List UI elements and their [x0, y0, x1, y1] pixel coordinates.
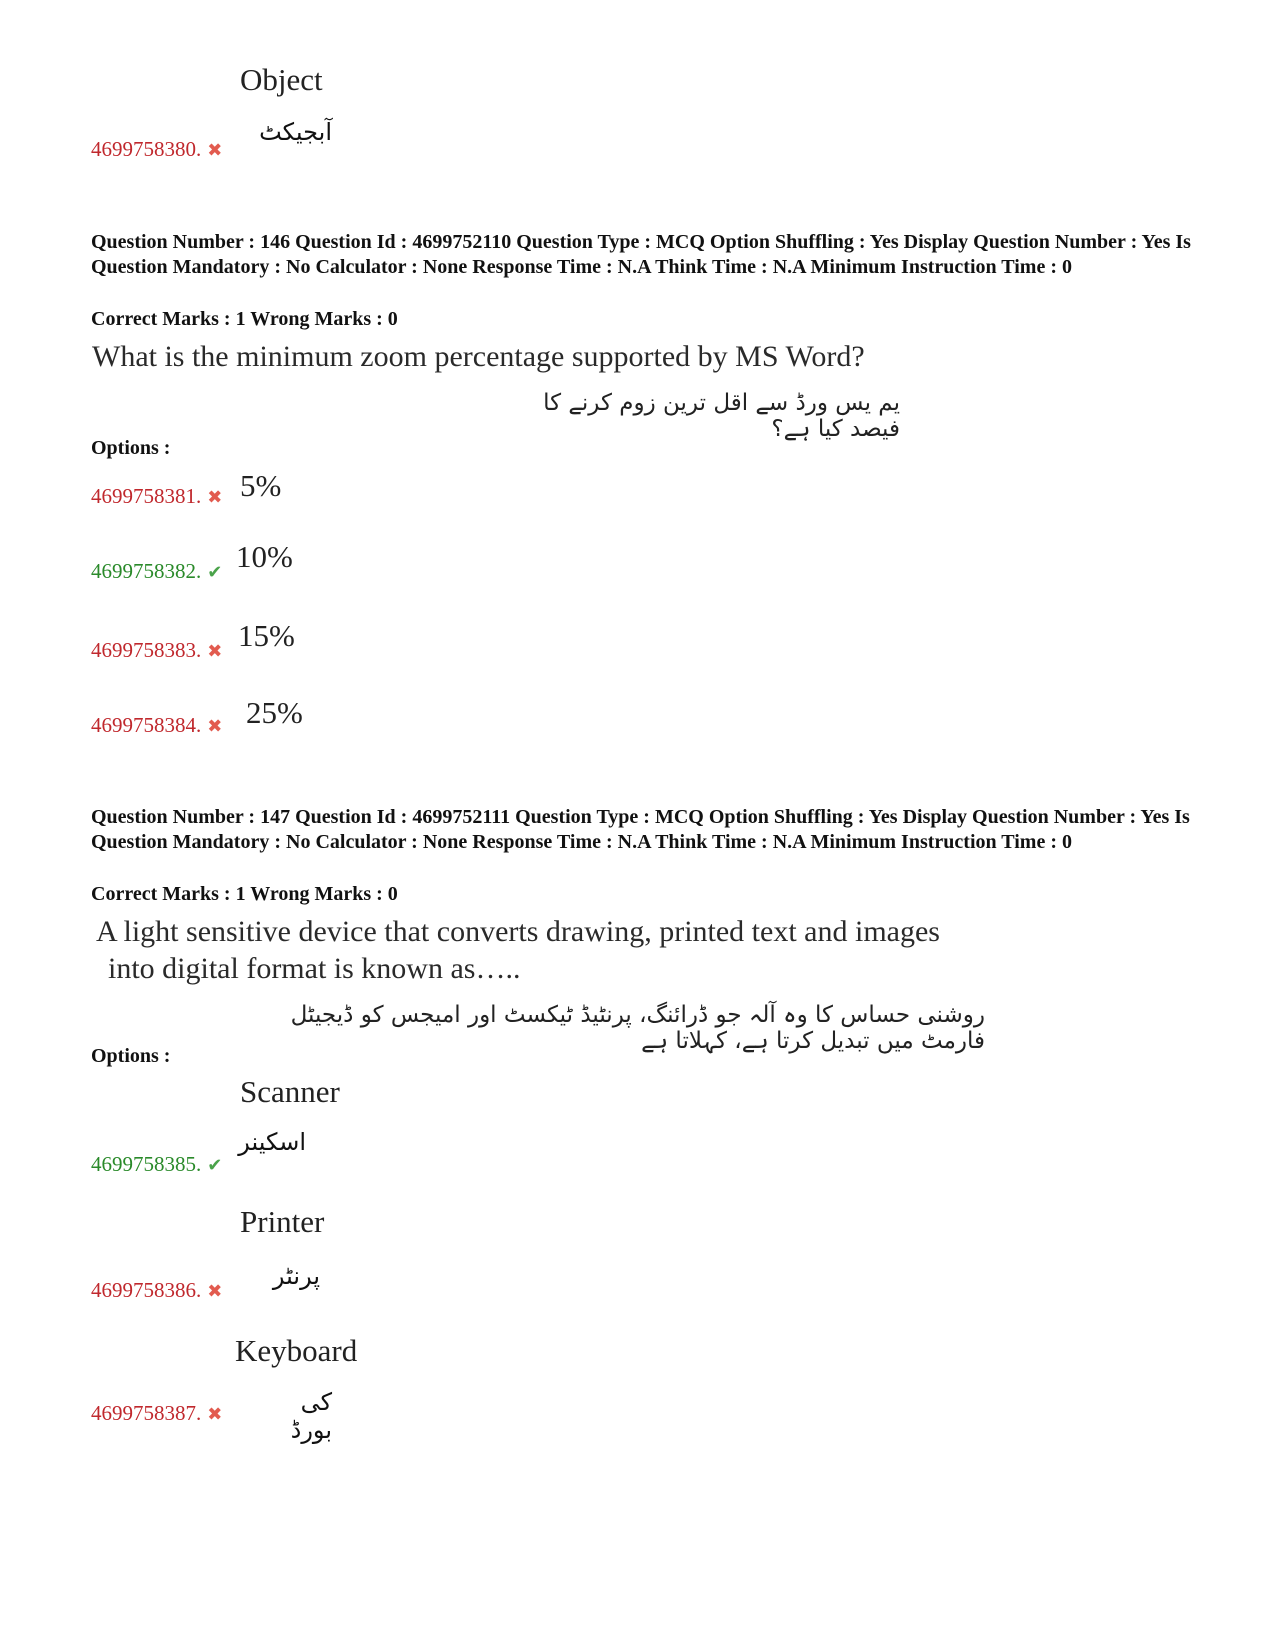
option-id: 4699758387. [91, 1401, 202, 1425]
option-id: 4699758384. [91, 713, 202, 737]
option-row [91, 713, 222, 738]
question-marks: Correct Marks : 1 Wrong Marks : 0 [91, 883, 398, 905]
option-id: 4699758385. [91, 1152, 202, 1176]
wrong-mark-icon: ✖ [207, 716, 223, 737]
wrong-mark-icon: ✖ [207, 1281, 223, 1302]
option-urdu-text: آبجیکٹ [259, 118, 332, 146]
options-label: Options : [91, 1045, 171, 1067]
option-english-text: Printer [240, 1204, 325, 1239]
option-urdu-text: پرنٹر [272, 1262, 320, 1290]
option-english-text: Object [240, 62, 323, 97]
correct-mark-icon: ✔ [207, 562, 223, 583]
option-row [91, 559, 222, 584]
option-row [91, 1152, 222, 1177]
question-text-urdu: روشنی حساس کا وہ آلہ جو ڈرائنگ، پرنٹیڈ ٹیکسٹ اور امیجس کو ڈیجیٹل فارمٹ میں تبدیل کرتا ہے، کہلاتا ہے [290, 1002, 985, 1054]
question-text-urdu: یم یس ورڈ سے اقل ترین زوم کرنے کا فیصد کیا ہے؟ [543, 390, 900, 442]
wrong-mark-icon: ✖ [207, 140, 223, 161]
option-row [91, 638, 222, 663]
option-row [91, 1278, 222, 1303]
correct-mark-icon: ✔ [207, 1155, 223, 1176]
option-row [91, 137, 222, 162]
option-urdu-text: اسکینر [238, 1128, 306, 1156]
wrong-mark-icon: ✖ [207, 1404, 223, 1425]
wrong-mark-icon: ✖ [207, 641, 223, 662]
question-text: What is the minimum zoom percentage supported by MS Word? [92, 340, 865, 373]
option-row [91, 1401, 222, 1426]
question-meta: Question Number : 147 Question Id : 4699752111 Question Type : MCQ Option Shuffling : Yes Display Question Number : Yes Is Question Mandatory : No Calculator : None Response Time : N.A Think Time : N.A Minimum Instruction Time : 0 [91, 806, 1190, 853]
option-text: 25% [246, 695, 303, 730]
option-id: 4699758381. [91, 484, 202, 508]
option-text: 10% [236, 539, 293, 574]
option-english-text: Keyboard [235, 1333, 358, 1368]
option-id: 4699758380. [91, 137, 202, 161]
question-text-line2: into digital format is known as….. [108, 952, 521, 985]
option-english-text: Scanner [240, 1074, 340, 1109]
option-row [91, 484, 222, 509]
option-text: 15% [238, 618, 295, 653]
option-text: 5% [240, 468, 282, 503]
options-label: Options : [91, 437, 171, 459]
wrong-mark-icon: ✖ [207, 487, 223, 508]
question-text-line1: A light sensitive device that converts drawing, printed text and images [96, 915, 940, 948]
question-meta: Question Number : 146 Question Id : 4699752110 Question Type : MCQ Option Shuffling : Yes Display Question Number : Yes Is Question Mandatory : No Calculator : None Response Time : N.A Think Time : N.A Minimum Instruction Time : 0 [91, 231, 1191, 278]
option-id: 4699758386. [91, 1278, 202, 1302]
question-marks: Correct Marks : 1 Wrong Marks : 0 [91, 308, 398, 330]
option-id: 4699758382. [91, 559, 202, 583]
option-id: 4699758383. [91, 638, 202, 662]
option-urdu-text: کی بورڈ [290, 1388, 332, 1444]
